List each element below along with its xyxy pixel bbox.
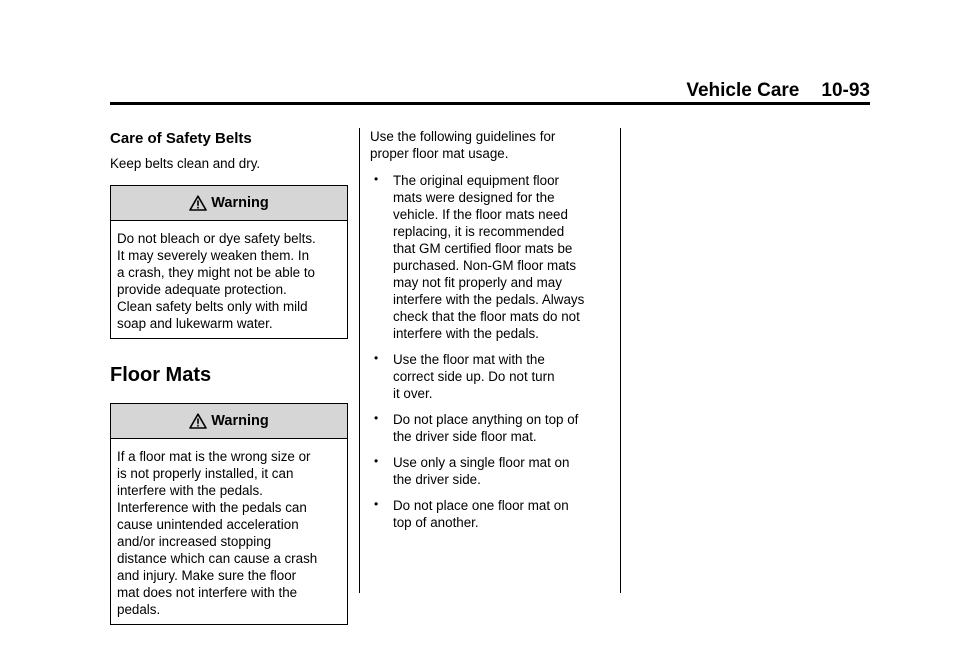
warning-header xyxy=(111,404,347,439)
text-line: Use the following guidelines for xyxy=(370,129,556,144)
text-line: If a floor mat is the wrong size or xyxy=(117,449,311,464)
text-line: is not properly installed, it can xyxy=(117,466,294,481)
text-line: it over. xyxy=(393,386,433,401)
text-line: mat does not interfere with the xyxy=(117,585,298,600)
text-line: Use the floor mat with the xyxy=(393,352,545,367)
warning-body xyxy=(111,221,347,338)
text-line: the driver side floor mat. xyxy=(393,429,537,444)
warning-body xyxy=(111,439,347,624)
text-line: replacing, it is recommended xyxy=(393,224,565,239)
text-line: distance which can cause a crash xyxy=(117,551,318,566)
text-line: a crash, they might not be able to xyxy=(117,265,316,280)
bullet-icon: • xyxy=(374,351,379,365)
warning-title: Warning xyxy=(211,413,269,429)
text-line: interfere with the pedals. Always xyxy=(393,292,585,307)
text-line: top of another. xyxy=(393,515,479,530)
floor-mat-guidelines xyxy=(370,172,610,531)
text-line: proper floor mat usage. xyxy=(370,146,509,161)
warning-title: Warning xyxy=(211,195,269,211)
header-rule xyxy=(110,102,870,105)
column-divider-left xyxy=(359,128,360,593)
list-item xyxy=(370,454,610,488)
text-line: Interference with the pedals can xyxy=(117,500,307,515)
text-line: the driver side. xyxy=(393,472,481,487)
safety-belts-heading: Care of Safety Belts xyxy=(110,130,252,147)
floor-mats-warning-box xyxy=(110,403,348,625)
section-title: Vehicle Care xyxy=(686,80,800,101)
middle-column xyxy=(370,128,610,540)
list-item xyxy=(370,172,610,342)
safety-belts-intro: Keep belts clean and dry. xyxy=(110,156,261,171)
floor-mats-heading: Floor Mats xyxy=(110,364,212,386)
text-line: provide adequate protection. xyxy=(117,282,287,297)
bullet-icon: • xyxy=(374,454,379,468)
text-line: Do not bleach or dye safety belts. xyxy=(117,231,316,246)
text-line: The original equipment floor xyxy=(393,173,559,188)
text-line: that GM certified floor mats be xyxy=(393,241,573,256)
text-line: check that the floor mats do not xyxy=(393,309,580,324)
left-column xyxy=(110,128,348,625)
list-item xyxy=(370,351,610,402)
text-line: It may severely weaken them. In xyxy=(117,248,310,263)
bullet-icon: • xyxy=(374,497,379,511)
text-line: may not fit properly and may xyxy=(393,275,562,290)
text-line: Do not place anything on top of xyxy=(393,412,579,427)
text-line: vehicle. If the floor mats need xyxy=(393,207,568,222)
bullet-icon: • xyxy=(374,411,379,425)
warning-header xyxy=(111,186,347,221)
text-line: Do not place one floor mat on xyxy=(393,498,569,513)
bullet-icon: • xyxy=(374,172,379,186)
floor-mats-intro xyxy=(370,128,610,162)
text-line: Use only a single floor mat on xyxy=(393,455,570,470)
text-line: pedals. xyxy=(117,602,161,617)
text-line: mats were designed for the xyxy=(393,190,555,205)
warning-triangle-icon xyxy=(189,195,207,211)
safety-belts-warning-box xyxy=(110,185,348,339)
list-item xyxy=(370,497,610,531)
text-line: and/or increased stopping xyxy=(117,534,272,549)
text-line: correct side up. Do not turn xyxy=(393,369,555,384)
page-header xyxy=(110,80,870,102)
page-number: 10-93 xyxy=(821,80,870,101)
text-line: Clean safety belts only with mild xyxy=(117,299,308,314)
text-line: cause unintended acceleration xyxy=(117,517,299,532)
text-line: and injury. Make sure the floor xyxy=(117,568,297,583)
warning-triangle-icon xyxy=(189,413,207,429)
list-item xyxy=(370,411,610,445)
text-line: interfere with the pedals. xyxy=(393,326,539,341)
column-divider-right xyxy=(620,128,621,593)
text-line: purchased. Non-GM floor mats xyxy=(393,258,577,273)
text-line: interfere with the pedals. xyxy=(117,483,263,498)
text-line: soap and lukewarm water. xyxy=(117,316,273,331)
